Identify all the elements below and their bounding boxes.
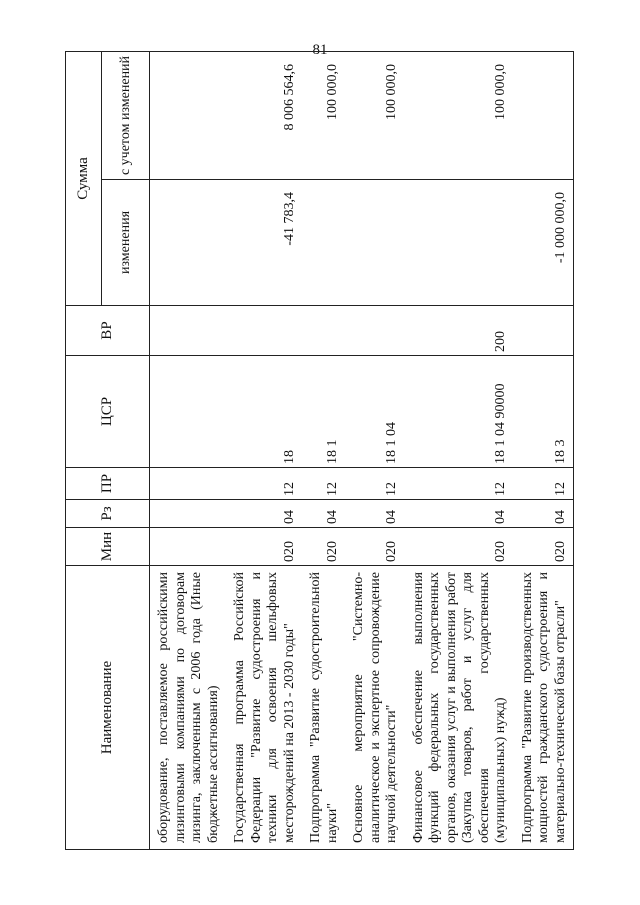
table-row bbox=[405, 51, 514, 849]
row-name: Основное мероприятие "Системно-аналитическое и экспертное сопровождение научной деятельности" bbox=[345, 566, 405, 850]
row-pr: 12 bbox=[514, 468, 574, 500]
row-min bbox=[150, 528, 227, 566]
header-pr: ПР bbox=[66, 468, 150, 500]
row-rz: 04 bbox=[405, 500, 514, 528]
table-row bbox=[345, 51, 405, 849]
row-csr: 18 1 04 90000 bbox=[405, 356, 514, 468]
row-csr: 18 3 bbox=[514, 356, 574, 468]
row-pr: 12 bbox=[302, 468, 345, 500]
header-changes: изменения bbox=[102, 180, 150, 306]
row-csr bbox=[150, 356, 227, 468]
table-row bbox=[226, 51, 302, 849]
header-csr: ЦСР bbox=[66, 356, 150, 468]
row-csr: 18 1 04 bbox=[345, 356, 405, 468]
table-row bbox=[514, 51, 574, 849]
page-number: 81 bbox=[312, 42, 328, 58]
row-changes bbox=[302, 180, 345, 306]
row-with-changes bbox=[514, 51, 574, 179]
row-rz: 04 bbox=[345, 500, 405, 528]
row-name: Финансовое обеспечение выполнения функций федеральных государственных органов, оказания услуг и выполнения работ (Закупка товаров, работ и услуг для обеспечения государственных (муниципальных) нужд) bbox=[405, 566, 514, 850]
row-changes: -41 783,4 bbox=[226, 180, 302, 306]
table-header bbox=[66, 51, 150, 849]
row-name: оборудование, поставляемое российскими лизинговыми компаниями по договорам лизинга, заключенным с 2006 года (Иные бюджетные ассигнования) bbox=[150, 566, 227, 850]
row-pr bbox=[150, 468, 227, 500]
row-rz: 04 bbox=[514, 500, 574, 528]
table-body bbox=[150, 51, 574, 849]
row-name: Подпрограмма "Развитие судостроительной науки" bbox=[302, 566, 345, 850]
row-with-changes: 100 000,0 bbox=[302, 51, 345, 179]
header-min: Мин bbox=[66, 528, 150, 566]
header-with-changes: с учетом изменений bbox=[102, 51, 150, 179]
header-name: Наименование bbox=[66, 566, 150, 850]
row-with-changes: 8 006 564,6 bbox=[226, 51, 302, 179]
row-vr bbox=[345, 306, 405, 356]
row-rz bbox=[150, 500, 227, 528]
row-min: 020 bbox=[514, 528, 574, 566]
row-min: 020 bbox=[345, 528, 405, 566]
row-vr bbox=[226, 306, 302, 356]
row-changes bbox=[345, 180, 405, 306]
row-pr: 12 bbox=[405, 468, 514, 500]
row-vr bbox=[514, 306, 574, 356]
table-row bbox=[150, 51, 227, 849]
row-csr: 18 1 bbox=[302, 356, 345, 468]
row-with-changes: 100 000,0 bbox=[405, 51, 514, 179]
row-vr: 200 bbox=[405, 306, 514, 356]
row-with-changes bbox=[150, 51, 227, 179]
row-changes bbox=[150, 180, 227, 306]
row-pr: 12 bbox=[226, 468, 302, 500]
row-min: 020 bbox=[405, 528, 514, 566]
header-rz: Рз bbox=[66, 500, 150, 528]
row-with-changes: 100 000,0 bbox=[345, 51, 405, 179]
header-sum: Сумма bbox=[66, 51, 102, 305]
row-changes bbox=[405, 180, 514, 306]
row-min: 020 bbox=[226, 528, 302, 566]
row-vr bbox=[302, 306, 345, 356]
header-vr: ВР bbox=[66, 306, 150, 356]
row-name: Государственная программа Российской Федерации "Развитие судостроения и техники для освоения шельфовых месторождений на 2013 - 2030 годы" bbox=[226, 566, 302, 850]
row-name: Подпрограмма "Развитие производственных мощностей гражданского судостроения и материально-технической базы отрасли" bbox=[514, 566, 574, 850]
row-csr: 18 bbox=[226, 356, 302, 468]
row-vr bbox=[150, 306, 227, 356]
row-min: 020 bbox=[302, 528, 345, 566]
row-changes: -1 000 000,0 bbox=[514, 180, 574, 306]
row-rz: 04 bbox=[226, 500, 302, 528]
row-pr: 12 bbox=[345, 468, 405, 500]
rotated-table-container bbox=[65, 52, 600, 850]
budget-table bbox=[65, 51, 574, 850]
table-row bbox=[302, 51, 345, 849]
row-rz: 04 bbox=[302, 500, 345, 528]
